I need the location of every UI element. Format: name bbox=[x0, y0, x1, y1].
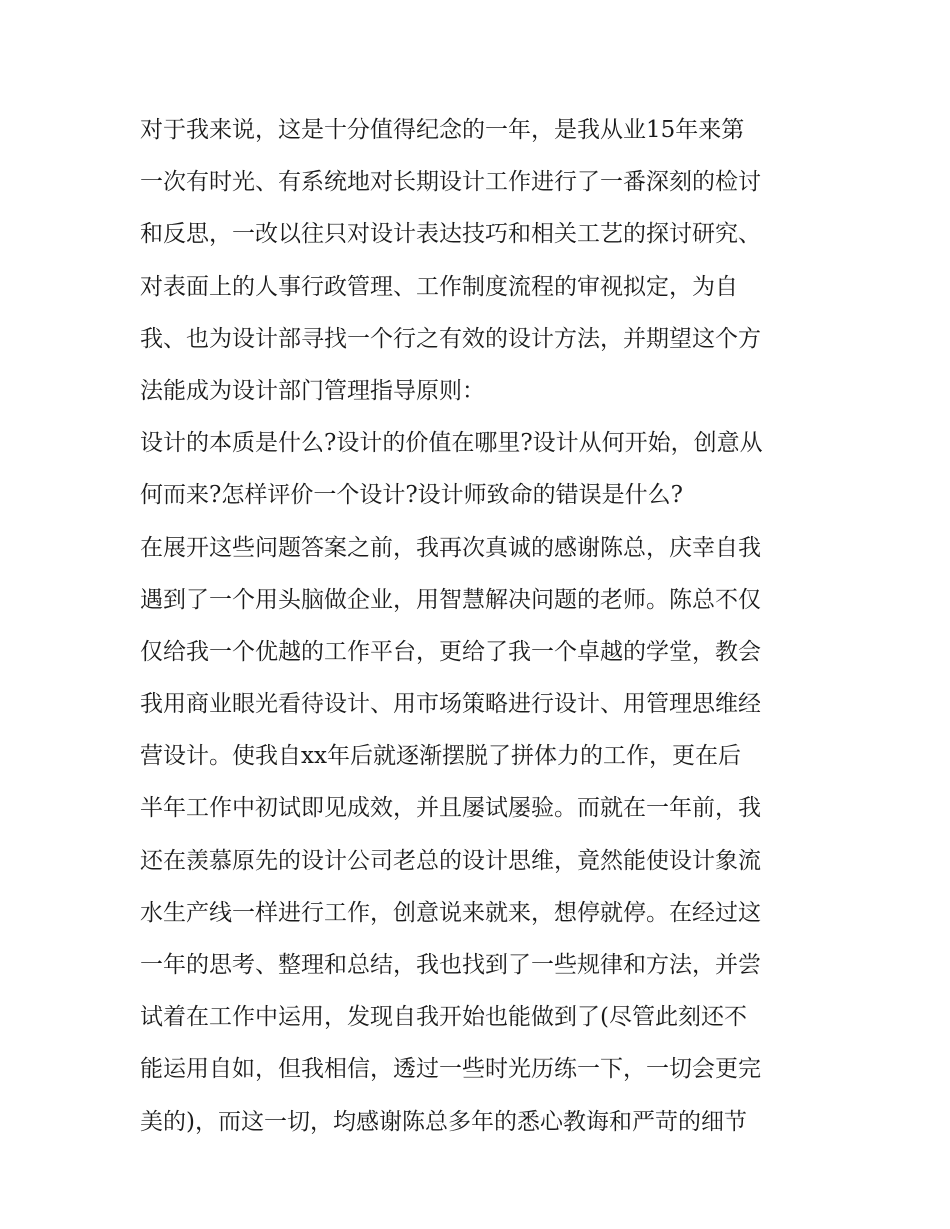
text-line: 我用商业眼光看待设计、用市场策略进行设计、用管理思维经 bbox=[140, 691, 761, 718]
text-line: 能运用自如，但我相信，透过一些时光历练一下，一切会更完 bbox=[140, 1056, 761, 1083]
text-line: 何而来?怎样评价一个设计?设计师致命的错误是什么? bbox=[140, 482, 683, 509]
text-line: 设计的本质是什么?设计的价值在哪里?设计从何开始，创意从 bbox=[140, 430, 763, 457]
text-line: 试着在工作中运用，发现自我开始也能做到了(尽管此刻还不 bbox=[140, 1004, 747, 1031]
text-line: 一次有时光、有系统地对长期设计工作进行了一番深刻的检讨 bbox=[140, 169, 761, 196]
text-line: 法能成为设计部门管理指导原则： bbox=[140, 377, 485, 404]
text-line: 我、也为设计部寻找一个行之有效的设计方法，并期望这个方 bbox=[140, 325, 761, 352]
text-line: 遇到了一个用头脑做企业，用智慧解决问题的老师。陈总不仅 bbox=[140, 586, 761, 613]
text-line: 半年工作中初试即见成效，并且屡试屡验。而就在一年前，我 bbox=[140, 795, 761, 822]
text-line: 对表面上的人事行政管理、工作制度流程的审视拟定，为自 bbox=[140, 273, 738, 300]
text-line: 水生产线一样进行工作，创意说来就来，想停就停。在经过这 bbox=[140, 899, 761, 926]
text-line: 和反思，一改以往只对设计表达技巧和相关工艺的探讨研究、 bbox=[140, 221, 761, 248]
text-line: 仅给我一个优越的工作平台，更给了我一个卓越的学堂，教会 bbox=[140, 638, 761, 665]
body-text bbox=[140, 104, 820, 1148]
text-line: 美的)，而这一切，均感谢陈总多年的悉心教诲和严苛的细节 bbox=[140, 1108, 747, 1135]
text-line: 营设计。使我自xx年后就逐渐摆脱了拼体力的工作，更在后 bbox=[140, 743, 741, 770]
text-line: 一年的思考、整理和总结，我也找到了一些规律和方法，并尝 bbox=[140, 952, 761, 978]
text-line: 还在羡慕原先的设计公司老总的设计思维，竟然能使设计象流 bbox=[140, 847, 761, 874]
text-line: 在展开这些问题答案之前，我再次真诚的感谢陈总，庆幸自我 bbox=[140, 534, 761, 561]
text-line: 对于我来说，这是十分值得纪念的一年，是我从业15年来第 bbox=[140, 117, 745, 143]
